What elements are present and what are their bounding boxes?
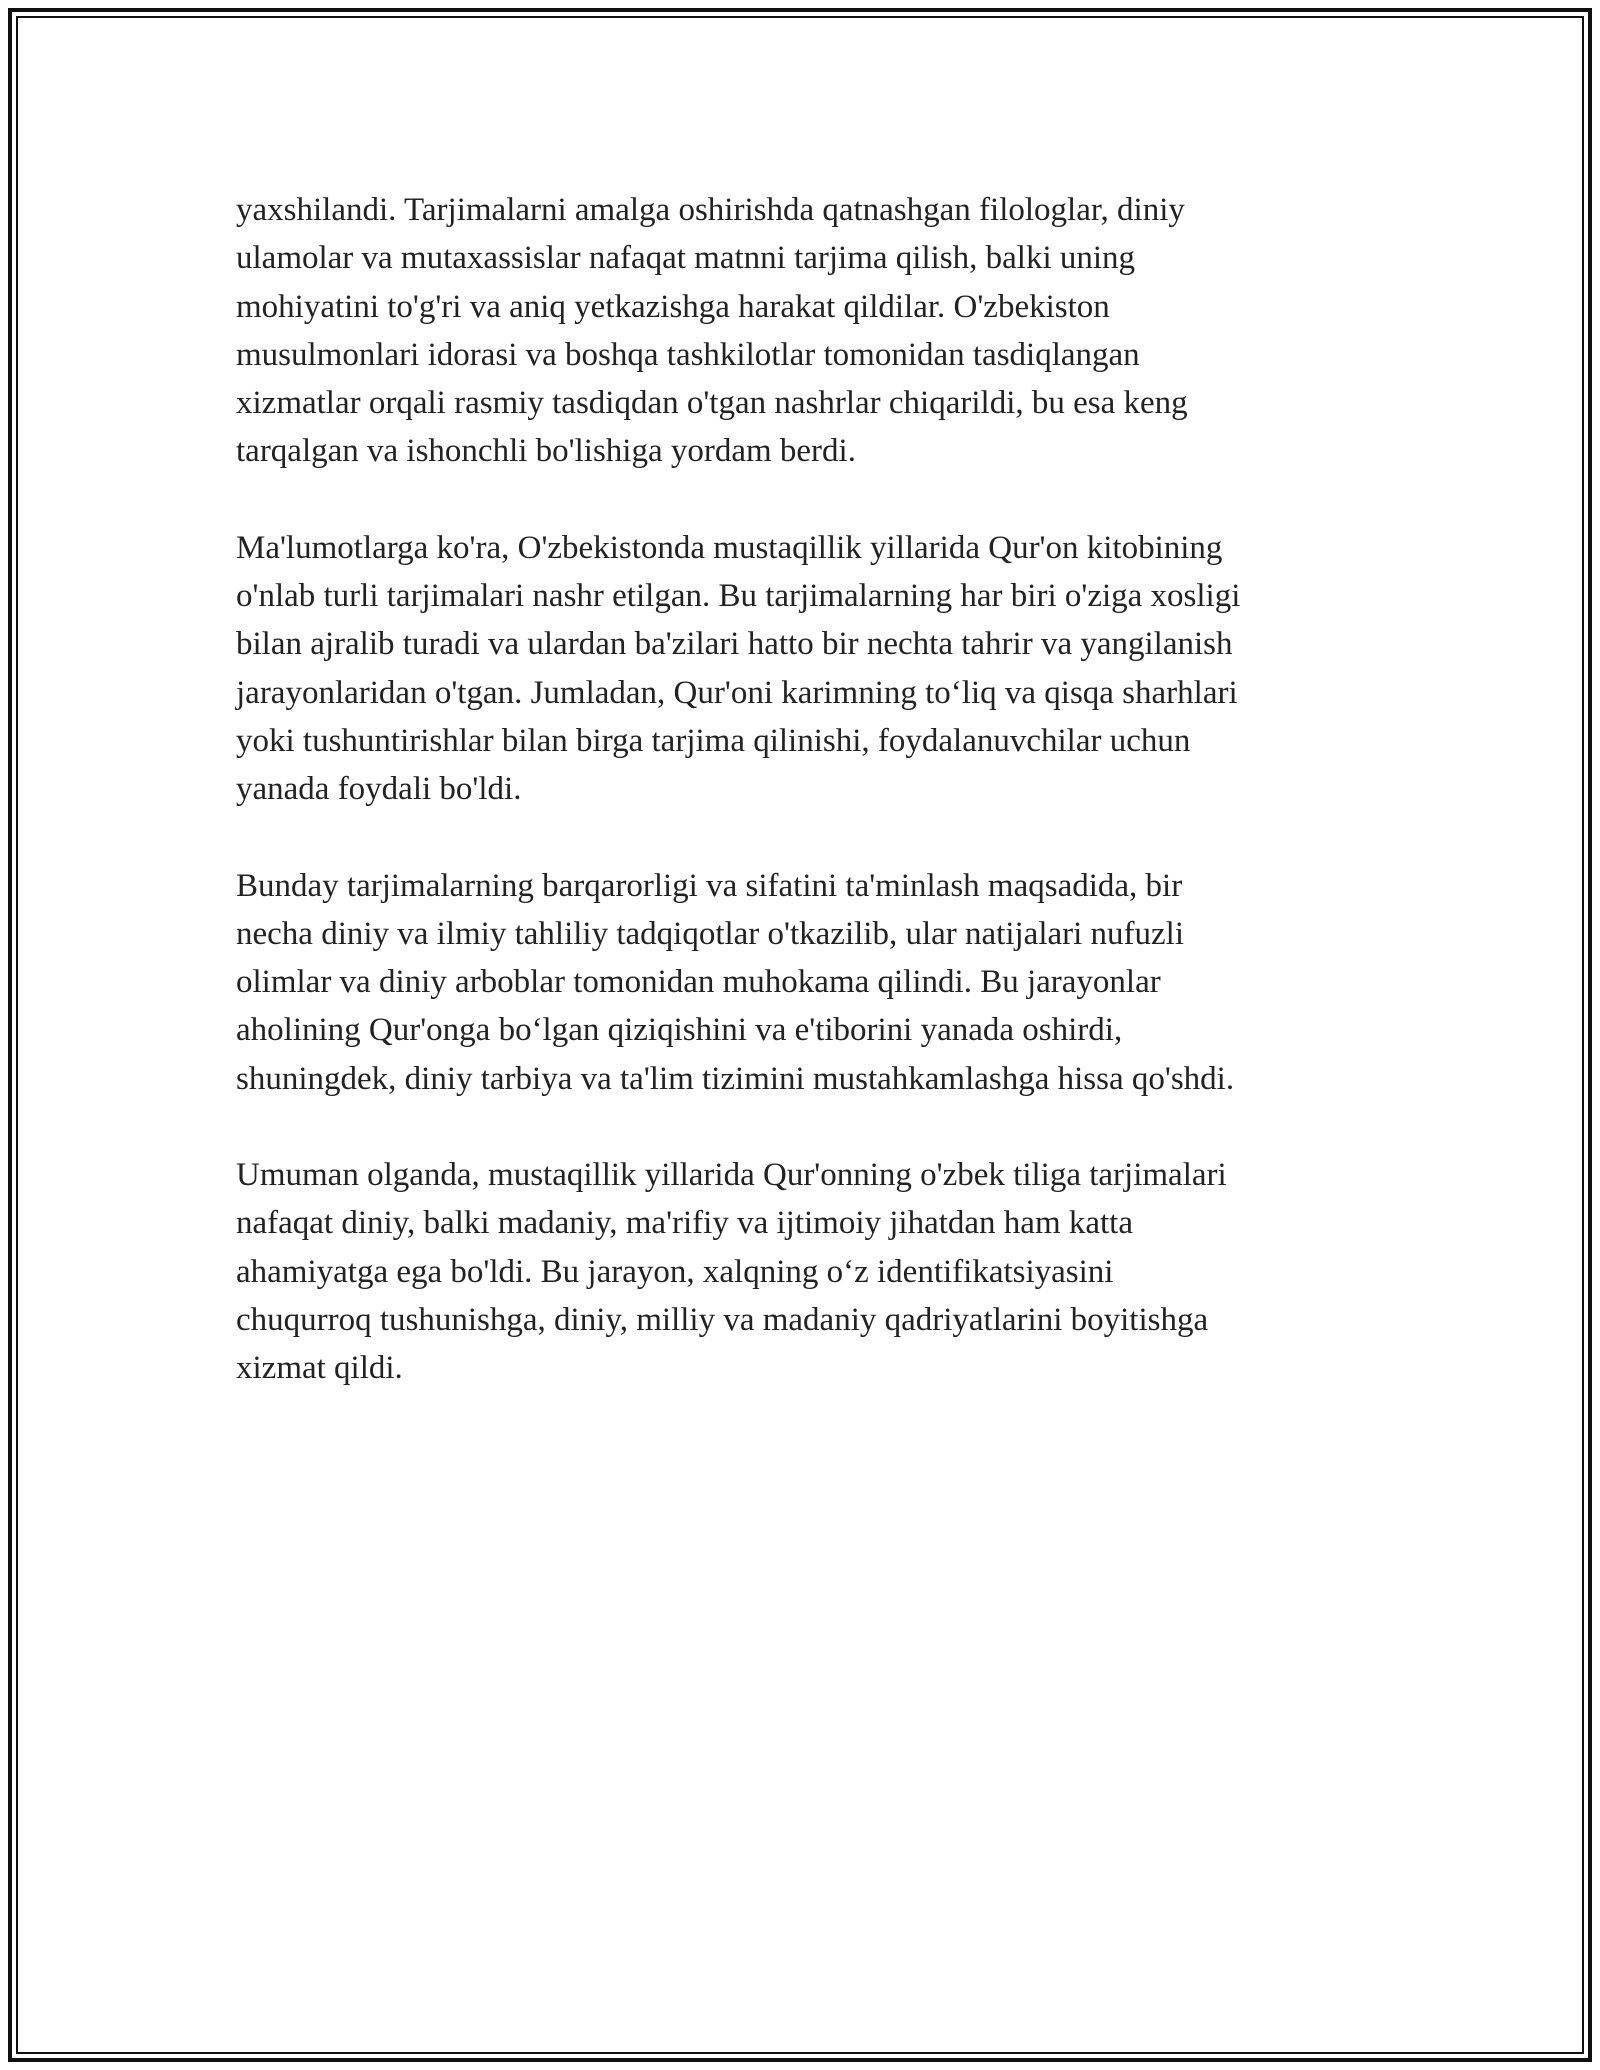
paragraph-line: Bunday tarjimalarning barqarorligi va sifatini ta'minlash maqsadida, bir [236, 867, 1183, 904]
paragraph-line: aholining Qur'onga bo‘lgan qiziqishini va e'tiborini yanada oshirdi, [236, 1012, 1123, 1049]
paragraph-line: ulamolar va mutaxassislar nafaqat matnni tarjima qilish, balki uning [236, 240, 1136, 277]
paragraph-line: Ma'lumotlarga ko'ra, O'zbekistonda mustaqillik yillarida Qur'on kitobining [236, 529, 1223, 566]
paragraph-line: mohiyatini to'g'ri va aniq yetkazishga harakat qildilar. O'zbekiston [236, 288, 1110, 325]
paragraph-line: xizmatlar orqali rasmiy tasdiqdan o'tgan nashrlar chiqarildi, bu esa keng [236, 385, 1188, 422]
paragraph-line: bilan ajralib turadi va ulardan ba'zilari hatto bir nechta tahrir va yangilanish [236, 626, 1233, 663]
paragraph-line: ahamiyatga ega bo'ldi. Bu jarayon, xalqning o‘z identifikatsiyasini [236, 1253, 1114, 1290]
document-body [236, 186, 1366, 1441]
paragraph-2 [236, 524, 1366, 814]
paragraph-line: chuqurroq tushunishga, diniy, milliy va madaniy qadriyatlarini boyitishga [236, 1301, 1209, 1338]
paragraph-line: yaxshilandi. Tarjimalarni amalga oshirishda qatnashgan filologlar, diniy [236, 192, 1185, 228]
paragraph-1 [236, 186, 1366, 476]
paragraph-line: olimlar va diniy arboblar tomonidan muhokama qilindi. Bu jarayonlar [236, 964, 1161, 1001]
paragraph-line: yoki tushuntirishlar bilan birga tarjima qilinishi, foydalanuvchilar uchun [236, 722, 1191, 759]
paragraph-4 [236, 1151, 1366, 1392]
paragraph-line: o'nlab turli tarjimalari nashr etilgan. Bu tarjimalarning har biri o'ziga xosligi [236, 578, 1241, 615]
paragraph-line: necha diniy va ilmiy tahliliy tadqiqotlar o'tkazilib, ular natijalari nufuzli [236, 915, 1185, 952]
paragraph-line: nafaqat diniy, balki madaniy, ma'rifiy va ijtimoiy jihatdan ham katta [236, 1205, 1133, 1242]
paragraph-line: Umuman olganda, mustaqillik yillarida Qur'onning o'zbek tiliga tarjimalari [236, 1157, 1227, 1194]
paragraph-line: yanada foydali bo'ldi. [236, 771, 522, 808]
paragraph-line: tarqalgan va ishonchli bo'lishiga yordam berdi. [236, 433, 856, 470]
paragraph-line: jarayonlaridan o'tgan. Jumladan, Qur'oni karimning to‘liq va qisqa sharhlari [236, 674, 1238, 711]
paragraph-3 [236, 862, 1366, 1103]
paragraph-line: xizmat qildi. [236, 1350, 403, 1387]
paragraph-line: musulmonlari idorasi va boshqa tashkilotlar tomonidan tasdiqlangan [236, 336, 1140, 373]
paragraph-line: shuningdek, diniy tarbiya va ta'lim tizimini mustahkamlashga hissa qo'shdi. [236, 1060, 1235, 1097]
